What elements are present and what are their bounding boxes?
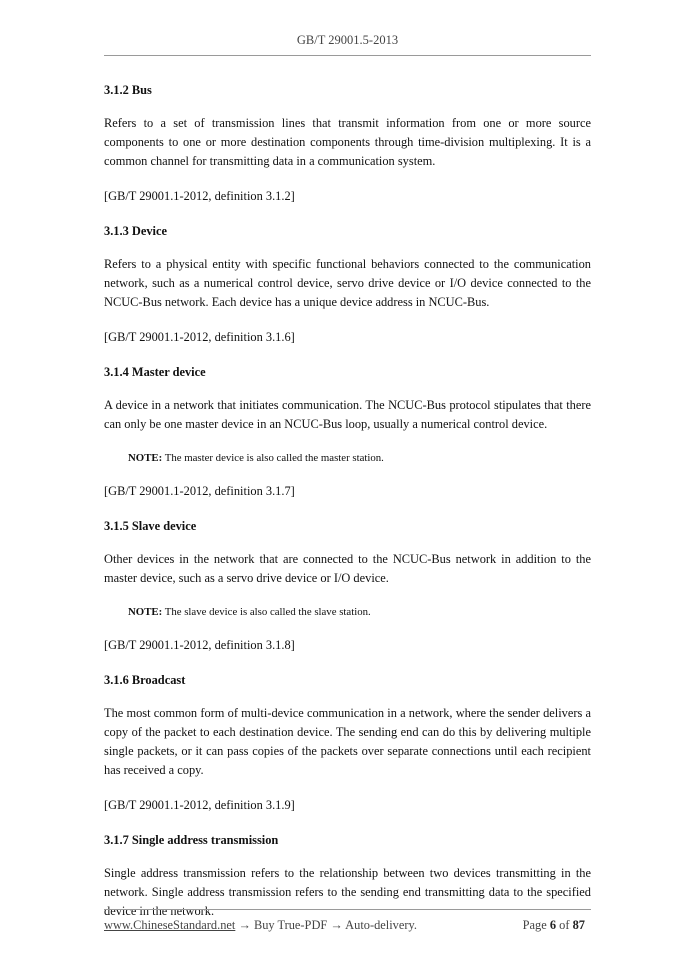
current-page: 6 (549, 918, 557, 932)
page-footer (104, 909, 591, 943)
section-body: The most common form of multi-device communication in a network, where the sender delivers a copy of the packet to each destination device. The sending end can do this by delivering multiple single packets, or it can pass copies of the packets over separate connections until each recipient has received a copy. (104, 706, 591, 777)
site-link[interactable]: www.ChineseStandard.net (104, 918, 236, 932)
section-heading: 3.1.3 Device (104, 224, 167, 238)
section-heading: 3.1.7 Single address transmission (104, 833, 279, 847)
section-body: Refers to a physical entity with specific functional behaviors connected to the communication network, such as a numerical control device, servo drive device or I/O device connected to the NCUC-Bus network. Each device has a unique device address in NCUC-Bus. (104, 257, 591, 309)
section-body: A device in a network that initiates communication. The NCUC-Bus protocol stipulates that there can only be one master device in an NCUC-Bus loop, usually a numerical control device. (104, 398, 591, 431)
section-body: Other devices in the network that are connected to the NCUC-Bus network in addition to the master device, such as a servo drive device or I/O device. (104, 552, 591, 585)
document-id: GB/T 29001.5-2013 (296, 33, 399, 47)
of-word: of (559, 918, 570, 932)
section-heading: 3.1.6 Broadcast (104, 673, 186, 687)
note-label: NOTE: (128, 606, 163, 618)
footer-promo (104, 918, 417, 933)
page-number (523, 918, 585, 933)
section-reference: [GB/T 29001.1-2012, definition 3.1.2] (104, 189, 295, 203)
note (104, 604, 591, 620)
section-heading: 3.1.4 Master device (104, 365, 206, 379)
section-reference: [GB/T 29001.1-2012, definition 3.1.7] (104, 484, 295, 498)
section-body: Refers to a set of transmission lines that transmit information from one or more source components to one or more destination components through time-division multiplexing. It is a common channel for transmitting data in a communication system. (104, 116, 591, 168)
page-header (104, 30, 591, 56)
note-text: The master device is also called the master station. (164, 452, 384, 464)
page-content (104, 81, 591, 921)
note-label: NOTE: (128, 452, 163, 464)
page-word: Page (522, 918, 547, 932)
note (104, 450, 591, 466)
section-reference: [GB/T 29001.1-2012, definition 3.1.6] (104, 330, 295, 344)
section-heading: 3.1.2 Bus (104, 83, 152, 97)
section-reference: [GB/T 29001.1-2012, definition 3.1.9] (104, 798, 295, 812)
footer-tagline: → Buy True-PDF → Auto-delivery. (238, 918, 417, 932)
section-heading: 3.1.5 Slave device (104, 519, 197, 533)
section-body: Single address transmission refers to the relationship between two devices transmitting in the network. Single address transmission refers to the sending end transmitting data to the specified device in the network. (104, 866, 591, 918)
section-reference: [GB/T 29001.1-2012, definition 3.1.8] (104, 638, 295, 652)
note-text: The slave device is also called the slave station. (164, 606, 371, 618)
total-pages: 87 (572, 918, 585, 932)
